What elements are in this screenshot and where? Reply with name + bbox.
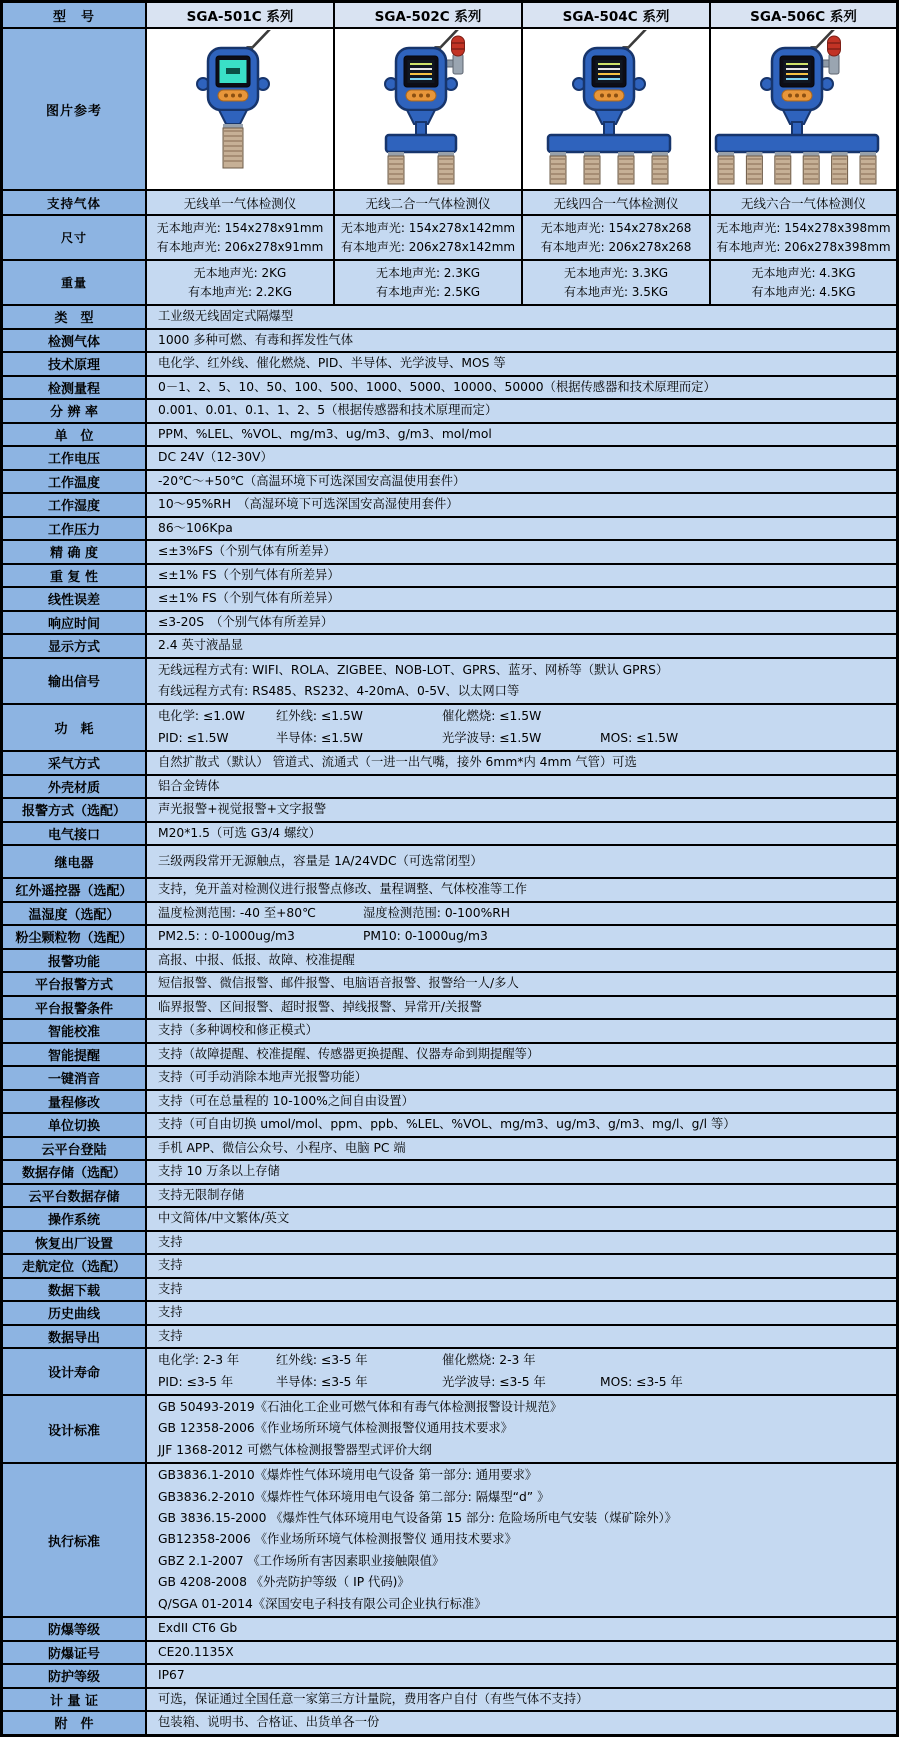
- model-name-sga-501c: SGA-501C 系列: [147, 3, 335, 27]
- value-segment: 光学波导: ≤1.5W: [442, 730, 542, 745]
- weight-line: 无本地声光: 2KG: [193, 265, 287, 280]
- value-line: Q/SGA 01-2014《深国安电子科技有限公司企业执行标准》: [158, 1596, 487, 1611]
- row-value: [147, 377, 896, 399]
- row-label: 类 型: [3, 306, 147, 328]
- value-line: 支持: [158, 1258, 183, 1273]
- value-segment: 电化学: ≤1.0W: [158, 709, 245, 724]
- row-label: 数据存储（选配）: [3, 1161, 147, 1183]
- value-line: GB 4208-2008 《外壳防护等级（ IP 代码)》: [158, 1575, 410, 1590]
- value-line: GB 3836.15-2000 《爆炸性气体环境用电气设备第 15 部分: 危险场所电气安装（煤矿除外）》: [158, 1510, 677, 1525]
- table-row: [3, 1302, 896, 1326]
- table-row: [3, 1464, 896, 1618]
- row-value: [147, 1208, 896, 1230]
- table-row: [3, 1091, 896, 1115]
- value-line: GB 50493-2019《石油化工企业可燃气体和有毒气体检测报警设计规范》: [158, 1399, 563, 1414]
- row-value: [147, 903, 896, 925]
- row-label: 防爆证号: [3, 1642, 147, 1664]
- table-row: [3, 541, 896, 565]
- row-label: 单位切换: [3, 1114, 147, 1136]
- value-line: GBZ 2.1-2007 《工作场所有害因素职业接触限值》: [158, 1553, 445, 1568]
- table-row: [3, 926, 896, 950]
- value-line: 短信报警、微信报警、邮件报警、电脑语音报警、报警给一人/多人: [158, 976, 519, 991]
- row-value: [147, 635, 896, 657]
- row-value: [147, 1091, 896, 1113]
- dimension-line: 有本地声光: 206x278x268: [540, 239, 692, 254]
- value-line: 支持: [158, 1234, 183, 1249]
- weight-sga-504c: [523, 261, 711, 304]
- table-row: [3, 1208, 896, 1232]
- value-segment: 湿度检测范围: 0-100%RH: [363, 905, 511, 920]
- table-row: [3, 659, 896, 706]
- row-value: [147, 612, 896, 634]
- row-value: [147, 353, 896, 375]
- table-row: [3, 1114, 896, 1138]
- row-value: [147, 926, 896, 948]
- row-label: 功 耗: [3, 705, 147, 750]
- row-label: 操作系统: [3, 1208, 147, 1230]
- weight-line: 有本地声光: 4.5KG: [751, 284, 856, 299]
- value-line: 声光报警+视觉报警+文字报警: [158, 802, 327, 817]
- gas-type-sga-501c: 无线单一气体检测仪: [147, 191, 335, 214]
- value-line: 临界报警、区间报警、超时报警、掉线报警、异常开/关报警: [158, 999, 482, 1014]
- gas-type-sga-506c: 无线六合一气体检测仪: [711, 191, 896, 214]
- value-line: 高报、中报、低报、故障、校准提醒: [158, 952, 355, 967]
- supported-gas-row: [3, 191, 896, 216]
- value-line: 支持 10 万条以上存储: [158, 1164, 280, 1179]
- row-value: [147, 1255, 896, 1277]
- value-line: 支持（可手动消除本地声光报警功能）: [158, 1070, 368, 1085]
- value-segment: 催化燃烧: 2-3 年: [442, 1353, 536, 1368]
- table-row: [3, 705, 896, 752]
- value-line: 支持，免开盖对检测仪进行报警点修改、量程调整、气体校准等工作: [158, 882, 527, 897]
- value-line: 0.001、0.01、0.1、1、2、5（根据传感器和技术原理而定）: [158, 403, 498, 417]
- value-segment: PID: ≤1.5W: [158, 730, 229, 745]
- row-label: 走航定位（选配）: [3, 1255, 147, 1277]
- value-segment: PM2.5: : 0-1000ug/m3: [158, 929, 295, 944]
- value-line: 自然扩散式（默认） 管道式、流通式（一进一出气嘴，接外 6mm*内 4mm 气管）可选: [158, 755, 637, 770]
- row-label: 云平台登陆: [3, 1138, 147, 1160]
- table-row: [3, 1642, 896, 1666]
- value-line: 无线远程方式有: WIFI、ROLA、ZIGBEE、NOB-LOT、GPRS、蓝牙、网桥等（默认 GPRS）: [158, 662, 669, 677]
- row-label: 设计标准: [3, 1396, 147, 1462]
- row-label: 红外遥控器（选配）: [3, 879, 147, 901]
- dimensions-sga-504c: [523, 216, 711, 259]
- value-segment: 光学波导: ≤3-5 年: [442, 1374, 546, 1389]
- table-row: [3, 1255, 896, 1279]
- value-line: -20℃～+50℃（高温环境下可选深国安高温使用套件）: [158, 473, 466, 488]
- table-row: [3, 1232, 896, 1256]
- table-row: [3, 1396, 896, 1464]
- table-row: [3, 1044, 896, 1068]
- weight-row-label: 重量: [3, 261, 147, 304]
- row-label: 防爆等级: [3, 1618, 147, 1640]
- row-value: [147, 950, 896, 972]
- row-label: 工作压力: [3, 518, 147, 540]
- row-label: 粉尘颗粒物（选配）: [3, 926, 147, 948]
- row-label: 历史曲线: [3, 1302, 147, 1324]
- dimension-line: 有本地声光: 206x278x398mm: [716, 239, 891, 254]
- row-value: [147, 1020, 896, 1042]
- table-row: [3, 635, 896, 659]
- row-value: [147, 659, 896, 704]
- row-label: 采气方式: [3, 752, 147, 774]
- weight-sga-506c: [711, 261, 896, 304]
- value-line: 三级两段常开无源触点，容量是 1A/24VDC（可选常闭型）: [158, 853, 483, 868]
- value-line: 支持（多种调校和修正模式）: [158, 1023, 318, 1038]
- row-value: [147, 1044, 896, 1066]
- row-label: 检测气体: [3, 330, 147, 352]
- table-row: [3, 997, 896, 1021]
- row-label: 线性误差: [3, 588, 147, 610]
- row-label: 单 位: [3, 424, 147, 446]
- value-line: 支持: [158, 1305, 183, 1320]
- row-label: 执行标准: [3, 1464, 147, 1616]
- row-value: [147, 518, 896, 540]
- value-line: 有线远程方式有: RS485、RS232、4-20mA、0-5V、以太网口等: [158, 683, 520, 698]
- row-value: [147, 1689, 896, 1711]
- row-label: 附 件: [3, 1712, 147, 1734]
- value-segment: 半导体: ≤1.5W: [276, 730, 363, 745]
- row-label: 电气接口: [3, 823, 147, 845]
- dimension-line: 无本地声光: 154x278x268: [540, 220, 692, 235]
- row-value: [147, 565, 896, 587]
- value-line: 工业级无线固定式隔爆型: [158, 309, 294, 323]
- table-row: [3, 1326, 896, 1350]
- row-value: [147, 846, 896, 877]
- table-row: [3, 903, 896, 927]
- table-row: [3, 471, 896, 495]
- value-line: ≤±1% FS（个别气体有所差异）: [158, 567, 340, 582]
- value-line: ExdII CT6 Gb: [158, 1621, 238, 1635]
- model-name-sga-502c: SGA-502C 系列: [335, 3, 523, 27]
- value-line: 支持（故障提醒、校准提醒、传感器更换提醒、仪器寿命到期提醒等）: [158, 1046, 540, 1061]
- table-row: [3, 823, 896, 847]
- dimensions-sga-506c: [711, 216, 896, 259]
- value-segment: 半导体: ≤3-5 年: [276, 1374, 368, 1389]
- row-label: 报警功能: [3, 950, 147, 972]
- table-row: [3, 1279, 896, 1303]
- row-label: 平台报警方式: [3, 973, 147, 995]
- spec-rows-container: [3, 306, 896, 1734]
- value-line: 2.4 英寸液晶显: [158, 638, 243, 652]
- table-row: [3, 799, 896, 823]
- dimensions-sga-501c: [147, 216, 335, 259]
- device-image-sga-504c: [523, 29, 711, 189]
- row-label: 智能校准: [3, 1020, 147, 1042]
- row-value: [147, 1138, 896, 1160]
- row-value: [147, 306, 896, 328]
- table-row: [3, 752, 896, 776]
- value-line: M20*1.5（可选 G3/4 螺纹）: [158, 825, 321, 840]
- value-line: 86～106Kpa: [158, 520, 233, 535]
- row-value: [147, 1067, 896, 1089]
- table-row: [3, 565, 896, 589]
- model-name-sga-506c: SGA-506C 系列: [711, 3, 896, 27]
- row-label: 工作湿度: [3, 494, 147, 516]
- value-segment: 催化燃烧: ≤1.5W: [442, 709, 542, 724]
- value-segment: 温度检测范围: -40 至+80℃: [158, 905, 316, 920]
- value-line: 支持无限制存储: [158, 1187, 245, 1202]
- table-row: [3, 1665, 896, 1689]
- value-line: 1000 多种可燃、有毒和挥发性气体: [158, 332, 354, 347]
- dimension-line: 有本地声光: 206x278x142mm: [340, 239, 516, 254]
- row-value: [147, 1349, 896, 1394]
- table-row: [3, 518, 896, 542]
- value-line: CE20.1135X: [158, 1644, 234, 1659]
- value-line: [158, 706, 890, 727]
- weight-line: 无本地声光: 2.3KG: [375, 265, 481, 280]
- row-value: [147, 424, 896, 446]
- size-row-label: 尺寸: [3, 216, 147, 259]
- row-value: [147, 447, 896, 469]
- value-line: JJF 1368-2012 可燃气体检测报警器型式评价大纲: [158, 1442, 432, 1457]
- value-line: 支持: [158, 1328, 183, 1343]
- row-value: [147, 1185, 896, 1207]
- row-label: 数据下载: [3, 1279, 147, 1301]
- table-row: [3, 1067, 896, 1091]
- table-row: [3, 1161, 896, 1185]
- value-line: 支持（可自由切换 umol/mol、ppm、ppb、%LEL、%VOL、mg/m3、ug/m3、g/m3、mg/l、g/l 等）: [158, 1117, 736, 1132]
- row-label: 数据导出: [3, 1326, 147, 1348]
- row-value: [147, 1232, 896, 1254]
- weight-line: 有本地声光: 2.2KG: [187, 284, 293, 299]
- table-row: [3, 588, 896, 612]
- table-row: [3, 447, 896, 471]
- value-line: ≤3-20S （个别气体有所差异）: [158, 614, 334, 629]
- image-row-label: 图片参考: [3, 29, 147, 189]
- table-row: [3, 1185, 896, 1209]
- value-line: GB 12358-2006《作业场所环境气体检测报警仪通用技术要求》: [158, 1421, 513, 1436]
- weight-line: 无本地声光: 4.3KG: [751, 265, 856, 280]
- value-line: [158, 927, 890, 947]
- row-label: 继电器: [3, 846, 147, 877]
- row-label: 平台报警条件: [3, 997, 147, 1019]
- row-label: 恢复出厂设置: [3, 1232, 147, 1254]
- row-label: 报警方式（选配）: [3, 799, 147, 821]
- value-segment: PM10: 0-1000ug/m3: [363, 929, 488, 944]
- table-row: [3, 846, 896, 879]
- row-value: [147, 997, 896, 1019]
- table-row: [3, 973, 896, 997]
- row-label: 防护等级: [3, 1665, 147, 1687]
- row-value: [147, 1665, 896, 1687]
- row-value: [147, 471, 896, 493]
- table-row: [3, 494, 896, 518]
- row-value: [147, 705, 896, 750]
- row-value: [147, 1161, 896, 1183]
- value-segment: 红外线: ≤1.5W: [276, 709, 363, 724]
- dimensions-row: [3, 216, 896, 261]
- row-label: 温湿度（选配）: [3, 903, 147, 925]
- value-line: ≤±1% FS（个别气体有所差异）: [158, 591, 340, 605]
- weight-line: 有本地声光: 2.5KG: [375, 284, 481, 299]
- row-label: 工作电压: [3, 447, 147, 469]
- value-line: 支持: [158, 1281, 183, 1296]
- table-row: [3, 879, 896, 903]
- value-segment: 电化学: 2-3 年: [158, 1353, 240, 1368]
- table-row: [3, 776, 896, 800]
- value-line: IP67: [158, 1668, 185, 1682]
- row-label: 检测量程: [3, 377, 147, 399]
- model-name-sga-504c: SGA-504C 系列: [523, 3, 711, 27]
- row-value: [147, 799, 896, 821]
- row-value: [147, 330, 896, 352]
- row-label: 设计寿命: [3, 1349, 147, 1394]
- value-line: [158, 1372, 890, 1393]
- row-value: [147, 879, 896, 901]
- row-label: 云平台数据存储: [3, 1185, 147, 1207]
- dimension-line: 无本地声光: 154x278x91mm: [156, 220, 324, 235]
- row-value: [147, 1712, 896, 1734]
- device-image-sga-502c: [335, 29, 523, 189]
- dimension-line: 无本地声光: 154x278x398mm: [716, 220, 891, 235]
- row-label: 输出信号: [3, 659, 147, 704]
- table-row: [3, 400, 896, 424]
- dimension-line: 无本地声光: 154x278x142mm: [340, 220, 516, 235]
- row-value: [147, 494, 896, 516]
- value-line: GB12358-2006 《作业场所环境气体检测报警仪 通用技术要求》: [158, 1532, 517, 1547]
- row-label: 响应时间: [3, 612, 147, 634]
- row-label: 量程修改: [3, 1091, 147, 1113]
- row-value: [147, 776, 896, 798]
- row-label: 一键消音: [3, 1067, 147, 1089]
- row-value: [147, 1279, 896, 1301]
- table-row: [3, 1712, 896, 1734]
- value-line: 10～95%RH （高湿环境下可选深国安高湿使用套件）: [158, 497, 459, 511]
- table-row: [3, 353, 896, 377]
- table-row: [3, 1138, 896, 1162]
- model-row-label: 型 号: [3, 3, 147, 27]
- row-value: [147, 1618, 896, 1640]
- table-row: [3, 1349, 896, 1396]
- row-label: 重 复 性: [3, 565, 147, 587]
- row-label: 工作温度: [3, 471, 147, 493]
- table-row: [3, 1618, 896, 1642]
- dimensions-sga-502c: [335, 216, 523, 259]
- value-segment: 红外线: ≤3-5 年: [276, 1353, 368, 1368]
- table-row: [3, 612, 896, 636]
- row-label: 计 量 证: [3, 1689, 147, 1711]
- table-row: [3, 424, 896, 448]
- value-line: GB3836.2-2010《爆炸性气体环境用电气设备 第二部分: 隔爆型“d” 》: [158, 1489, 550, 1504]
- value-line: 包装箱、说明书、合格证、出货单各一份: [158, 1715, 380, 1729]
- device-image-sga-501c: [147, 29, 335, 189]
- value-segment: MOS: ≤3-5 年: [600, 1374, 683, 1389]
- row-value: [147, 400, 896, 422]
- table-row: [3, 950, 896, 974]
- value-line: DC 24V（12-30V）: [158, 450, 273, 464]
- gas-row-label: 支持气体: [3, 191, 147, 214]
- row-value: [147, 1326, 896, 1348]
- row-value: [147, 1302, 896, 1324]
- weight-sga-501c: [147, 261, 335, 304]
- table-row: [3, 330, 896, 354]
- gas-type-sga-502c: 无线二合一气体检测仪: [335, 191, 523, 214]
- value-line: GB3836.1-2010《爆炸性气体环境用电气设备 第一部分: 通用要求》: [158, 1468, 538, 1483]
- row-value: [147, 1396, 896, 1462]
- value-line: ≤±3%FS（个别气体有所差异）: [158, 544, 336, 558]
- row-value: [147, 752, 896, 774]
- row-value: [147, 541, 896, 563]
- value-line: 铝合金铸体: [158, 778, 220, 793]
- value-line: [158, 728, 890, 749]
- value-line: PPM、%LEL、%VOL、mg/m3、ug/m3、g/m3、mol/mol: [158, 426, 492, 441]
- value-line: [158, 1350, 890, 1371]
- weight-line: 无本地声光: 3.3KG: [563, 265, 669, 280]
- table-row: [3, 1689, 896, 1713]
- row-label: 分 辨 率: [3, 400, 147, 422]
- value-line: 手机 APP、微信公众号、小程序、电脑 PC 端: [158, 1140, 406, 1155]
- value-line: 可选，保证通过全国任意一家第三方计量院，费用客户自付（有些气体不支持）: [158, 1691, 589, 1706]
- row-label: 精 确 度: [3, 541, 147, 563]
- value-segment: PID: ≤3-5 年: [158, 1374, 234, 1389]
- row-label: 显示方式: [3, 635, 147, 657]
- row-value: [147, 823, 896, 845]
- table-row: [3, 306, 896, 330]
- value-segment: MOS: ≤1.5W: [600, 730, 679, 745]
- gas-type-sga-504c: 无线四合一气体检测仪: [523, 191, 711, 214]
- table-row: [3, 377, 896, 401]
- row-value: [147, 588, 896, 610]
- row-label: 外壳材质: [3, 776, 147, 798]
- weight-sga-502c: [335, 261, 523, 304]
- table-header-row: [3, 3, 896, 29]
- value-line: 中文简体/中文繁体/英文: [158, 1211, 290, 1226]
- dimension-line: 有本地声光: 206x278x91mm: [156, 239, 324, 254]
- row-value: [147, 1464, 896, 1616]
- row-value: [147, 973, 896, 995]
- weight-line: 有本地声光: 3.5KG: [563, 284, 669, 299]
- row-label: 智能提醒: [3, 1044, 147, 1066]
- row-value: [147, 1114, 896, 1136]
- value-line: 支持（可在总量程的 10-100%之间自由设置）: [158, 1093, 414, 1108]
- weight-row: [3, 261, 896, 306]
- value-line: 0－1、2、5、10、50、100、500、1000、5000、10000、50000（根据传感器和技术原理而定）: [158, 379, 716, 394]
- device-image-sga-506c: [711, 29, 896, 189]
- table-row: [3, 1020, 896, 1044]
- row-value: [147, 1642, 896, 1664]
- value-line: [158, 904, 890, 924]
- row-label: 技术原理: [3, 353, 147, 375]
- value-line: 电化学、红外线、催化燃烧、PID、半导体、光学波导、MOS 等: [158, 356, 506, 370]
- product-image-row: [3, 29, 896, 191]
